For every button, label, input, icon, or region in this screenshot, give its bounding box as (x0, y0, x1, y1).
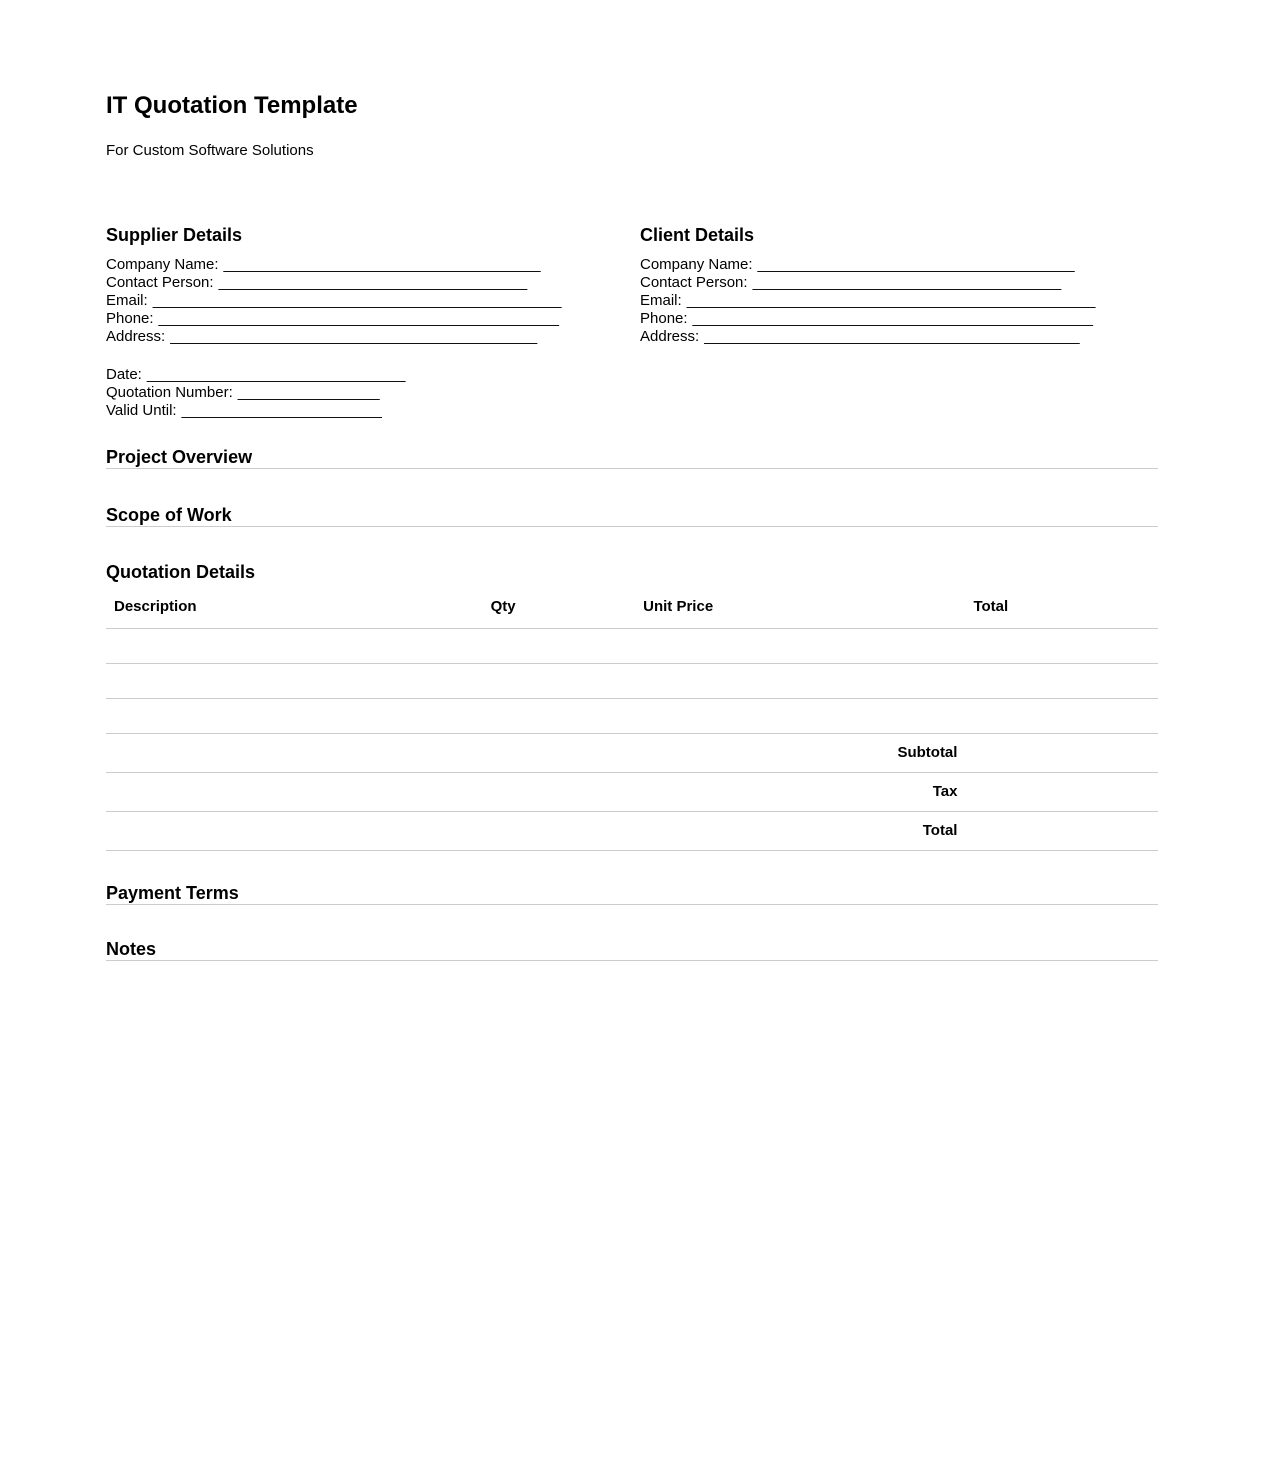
quotation-meta-section (106, 366, 632, 420)
quotation-details-heading: Quotation Details (106, 562, 256, 582)
total-column-header: Total (965, 588, 1158, 629)
project-overview-heading: Project Overview (106, 447, 253, 467)
blank-line: ______________________________________ (223, 256, 541, 273)
supplier-email-field (106, 292, 632, 310)
client-address-field (640, 328, 1158, 346)
subtotal-row (106, 734, 1158, 773)
blank-line: ________________________________________________ (158, 310, 559, 327)
section-divider (106, 526, 1158, 527)
client-company-name-field (640, 256, 1158, 274)
quotation-items-table (106, 588, 1158, 851)
tax-row (106, 773, 1158, 812)
field-label: Address: (640, 328, 700, 345)
blank-line: _______________________________ (146, 366, 406, 383)
field-label: Date: (106, 366, 142, 383)
blank-line: _________________________________________________ (686, 292, 1096, 309)
client-details-heading: Client Details (640, 225, 755, 245)
supplier-phone-field (106, 310, 632, 328)
client-phone-field (640, 310, 1158, 328)
tax-value-cell (965, 773, 1158, 812)
empty-item-row (106, 629, 1158, 664)
field-label: Phone: (640, 310, 688, 327)
notes-heading: Notes (106, 939, 157, 959)
client-contact-person-field (640, 274, 1158, 292)
client-details-section (632, 224, 1158, 420)
supplier-company-name-field (106, 256, 632, 274)
field-label: Phone: (106, 310, 154, 327)
blank-line: ________________________________________________ (692, 310, 1093, 327)
payment-terms-heading: Payment Terms (106, 883, 239, 903)
field-label: Address: (106, 328, 166, 345)
field-label: Company Name: (640, 256, 753, 273)
supplier-details-heading: Supplier Details (106, 225, 243, 245)
total-value-cell (965, 812, 1158, 851)
valid-until-field (106, 402, 632, 420)
unit-price-column-header: Unit Price (635, 588, 965, 629)
section-divider (106, 960, 1158, 961)
description-column-header: Description (106, 588, 483, 629)
supplier-details-section (106, 224, 632, 420)
page-subtitle: For Custom Software Solutions (106, 142, 314, 159)
subtotal-label: Subtotal (106, 734, 965, 773)
scope-of-work-heading: Scope of Work (106, 505, 232, 525)
field-label: Contact Person: (106, 274, 214, 291)
supplier-contact-person-field (106, 274, 632, 292)
blank-line: _____________________________________ (218, 274, 528, 291)
empty-item-row (106, 699, 1158, 734)
field-label: Company Name: (106, 256, 219, 273)
field-label: Contact Person: (640, 274, 748, 291)
blank-line: ______________________________________ (757, 256, 1075, 273)
tax-label: Tax (106, 773, 965, 812)
client-email-field (640, 292, 1158, 310)
date-field (106, 366, 632, 384)
blank-line: _____________________________________ (752, 274, 1062, 291)
field-label: Email: (640, 292, 682, 309)
blank-line: _________________________________________________ (152, 292, 562, 309)
section-divider (106, 904, 1158, 905)
blank-line: ________________________ (181, 402, 382, 419)
supplier-address-field (106, 328, 632, 346)
qty-column-header: Qty (483, 588, 636, 629)
blank-line: _________________ (237, 384, 380, 401)
quotation-number-field (106, 384, 632, 402)
field-label: Valid Until: (106, 402, 177, 419)
subtotal-value-cell (965, 734, 1158, 773)
blank-line: ____________________________________________ (170, 328, 538, 345)
page-title: IT Quotation Template (106, 92, 358, 119)
total-row (106, 812, 1158, 851)
table-header-row (106, 588, 1158, 629)
field-label: Email: (106, 292, 148, 309)
total-label: Total (106, 812, 965, 851)
empty-item-row (106, 664, 1158, 699)
field-label: Quotation Number: (106, 384, 233, 401)
details-columns (106, 224, 1158, 420)
section-divider (106, 468, 1158, 469)
blank-line: _____________________________________________ (704, 328, 1080, 345)
